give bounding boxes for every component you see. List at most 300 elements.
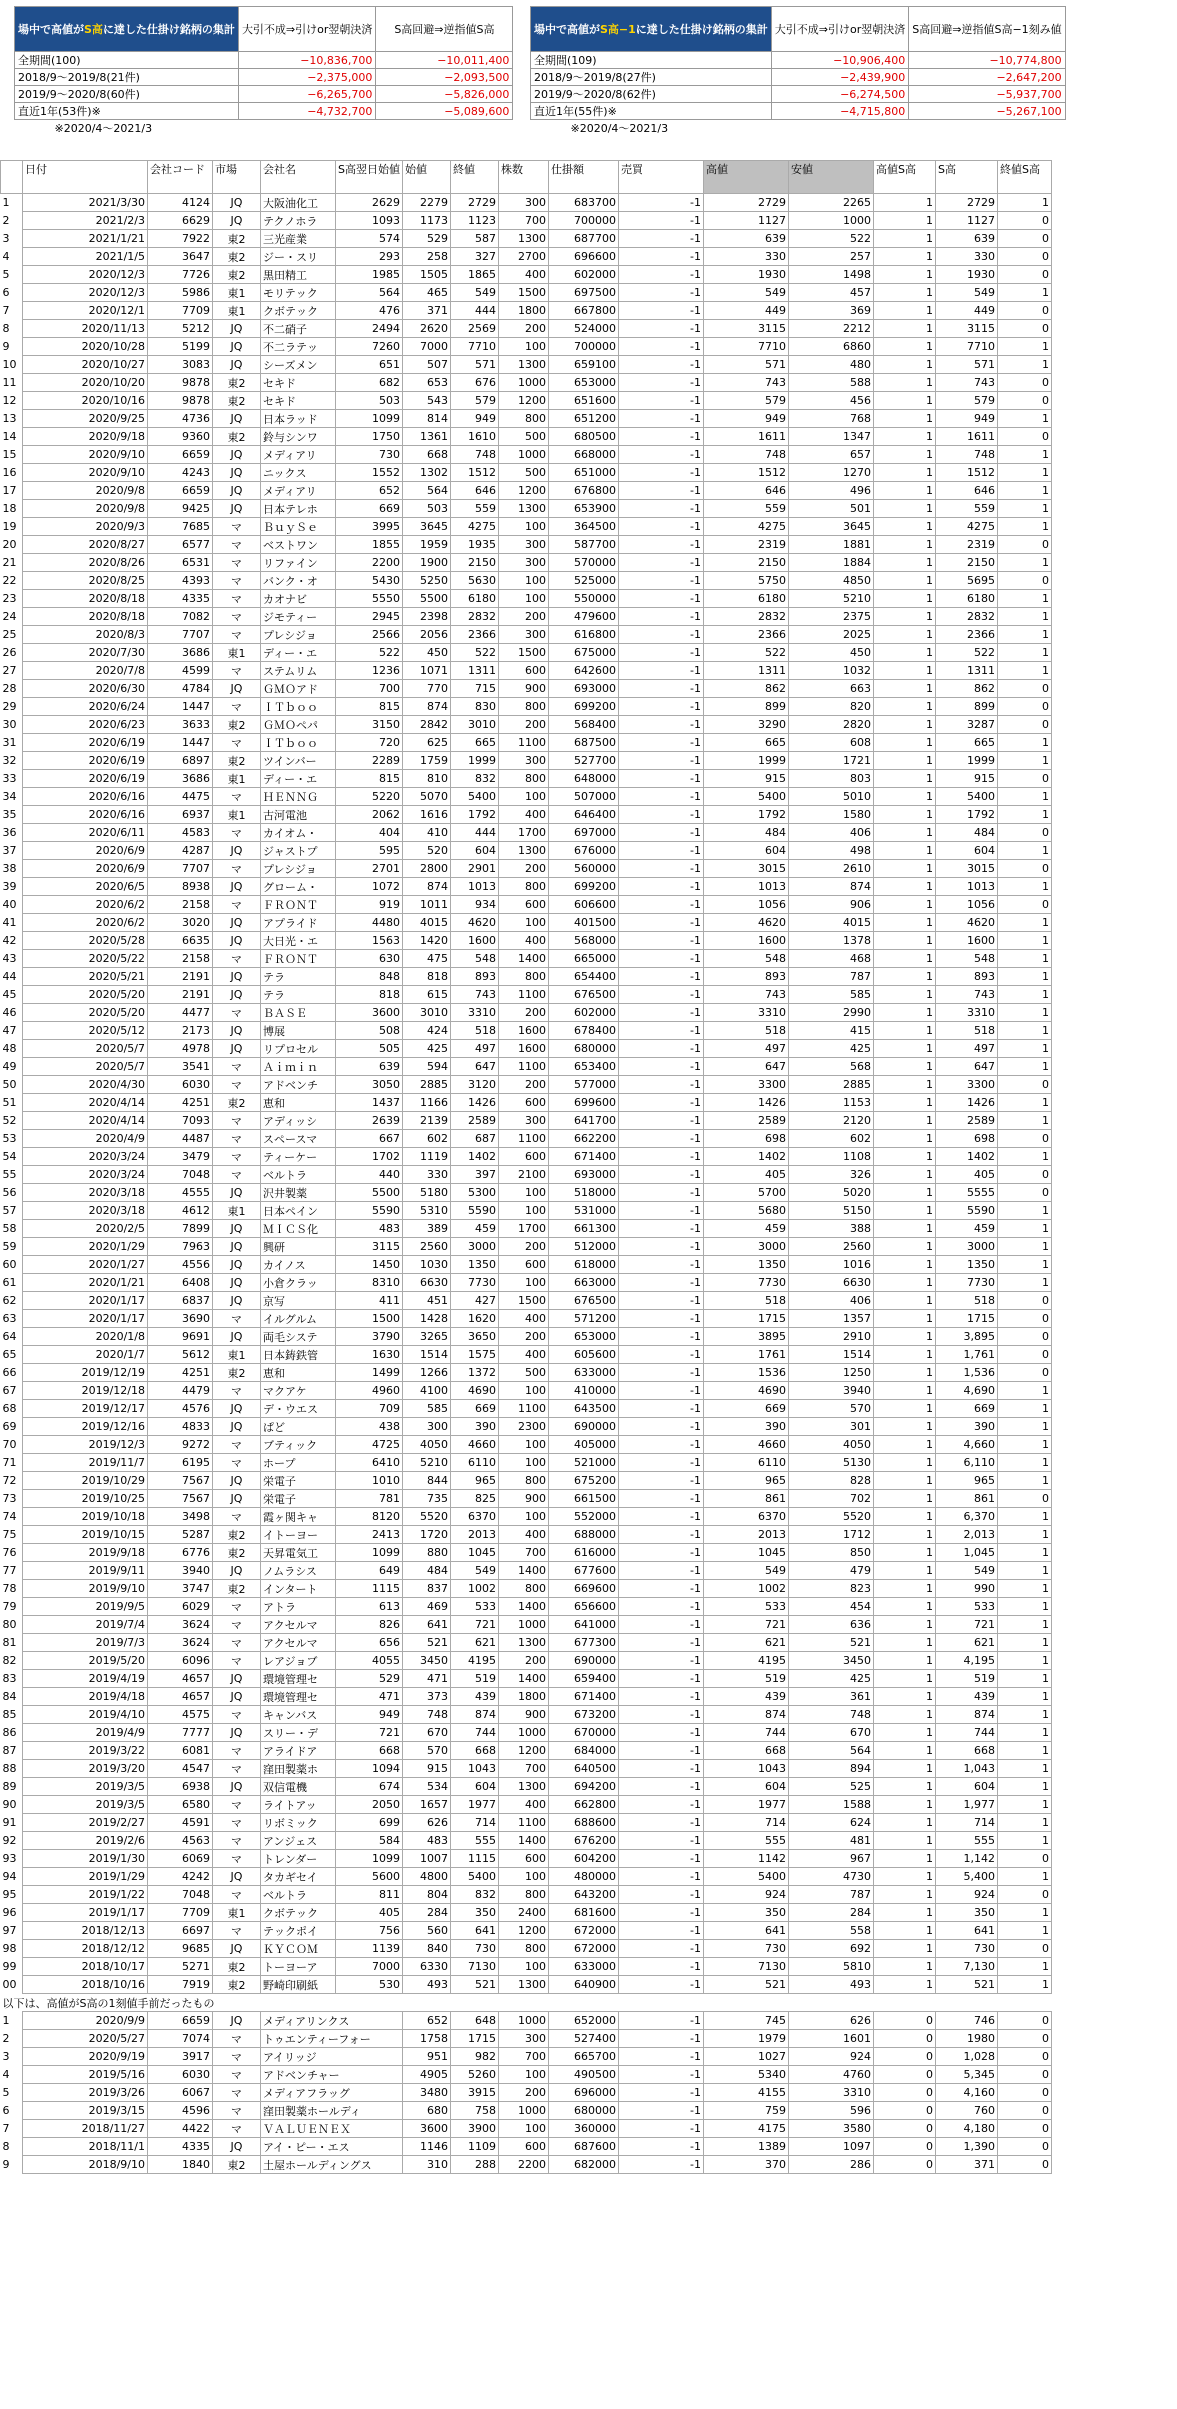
table-cell: 687700 [548, 230, 618, 248]
table-cell: 529 [336, 1670, 403, 1688]
table-cell: 0 [997, 1184, 1051, 1202]
table-cell: 900 [498, 1490, 548, 1508]
table-cell: 555 [450, 1832, 498, 1850]
column-header[interactable]: 始値 [402, 161, 450, 194]
table-row [1, 1130, 1052, 1148]
table-cell: 1 [873, 1904, 935, 1922]
table-cell: 東2 [213, 248, 261, 266]
table-row [1, 1472, 1052, 1490]
column-header[interactable]: 日付 [23, 161, 148, 194]
table-cell: 284 [788, 1904, 873, 1922]
table-cell: 468 [788, 950, 873, 968]
table-cell: 1514 [788, 1346, 873, 1364]
table-cell: 東2 [213, 1958, 261, 1976]
table-cell: 1 [2, 196, 10, 210]
table-cell: 1 [873, 1166, 935, 1184]
table-cell: 600 [498, 1094, 548, 1112]
table-cell: 0 [873, 2120, 935, 2138]
table-row [1, 266, 1052, 284]
summary-value: −5,267,100 [909, 103, 1065, 120]
table-row [1, 1310, 1052, 1328]
summary-row [531, 52, 1066, 69]
table-cell: 3650 [450, 1328, 498, 1346]
table-cell: 0 [997, 1292, 1051, 1310]
summary-row [531, 103, 1066, 120]
table-cell: 2,013 [935, 1526, 997, 1544]
table-cell: 965 [450, 1472, 498, 1490]
table-cell: 568400 [548, 716, 618, 734]
table-cell: 800 [498, 1886, 548, 1904]
table-cell: 657 [788, 446, 873, 464]
table-cell: 0 [997, 374, 1051, 392]
table-cell: -1 [618, 1850, 703, 1868]
table-cell: 672000 [548, 1922, 618, 1940]
table-cell: 3 [2, 232, 10, 245]
table-cell: 2620 [402, 320, 450, 338]
table-cell: 100 [498, 1184, 548, 1202]
table-cell: 0 [997, 2066, 1051, 2084]
table-cell: 633000 [548, 1364, 618, 1382]
table-cell: 6938 [148, 1778, 213, 1796]
table-cell: 1 [873, 1616, 935, 1634]
table-cell: 4477 [148, 1004, 213, 1022]
trade-table [0, 160, 1052, 2174]
table-cell: 1 [873, 1238, 935, 1256]
table-cell: 0 [997, 1310, 1051, 1328]
table-cell: 2150 [450, 554, 498, 572]
table-cell: 656 [336, 1634, 403, 1652]
table-cell: 1 [997, 1832, 1051, 1850]
table-cell: アンジェス [261, 1832, 336, 1850]
table-cell: 2494 [336, 320, 403, 338]
table-cell: 300 [498, 2030, 548, 2048]
table-cell: 571 [703, 356, 788, 374]
table-cell: 483 [336, 1220, 403, 1238]
table-cell: 697500 [548, 284, 618, 302]
table-cell: 744 [450, 1724, 498, 1742]
table-cell: 832 [450, 770, 498, 788]
table-cell: ディー・エ [261, 644, 336, 662]
table-cell: 0 [997, 266, 1051, 284]
table-cell: 507000 [548, 788, 618, 806]
table-cell: -1 [618, 1544, 703, 1562]
table-cell: 2019/1/29 [23, 1868, 148, 1886]
table-cell: 4725 [336, 1436, 403, 1454]
table-cell: 3895 [703, 1328, 788, 1346]
table-cell: -1 [618, 662, 703, 680]
table-cell: 37 [2, 844, 17, 857]
table-cell: 670 [402, 1724, 450, 1742]
table-cell: 2019/3/5 [23, 1778, 148, 1796]
table-cell: 5,400 [935, 1868, 997, 1886]
table-cell: 1100 [498, 1814, 548, 1832]
table-cell: 699 [336, 1814, 403, 1832]
table-cell: 2 [2, 2032, 10, 2045]
column-header[interactable]: 株数 [498, 161, 548, 194]
table-cell: マ [213, 1634, 261, 1652]
column-header[interactable]: 終値 [450, 161, 498, 194]
table-cell: 676200 [548, 1832, 618, 1850]
table-cell: 670 [788, 1724, 873, 1742]
column-header[interactable]: 仕掛額 [548, 161, 618, 194]
table-cell: 6659 [148, 482, 213, 500]
table-cell: 34 [2, 790, 17, 803]
table-cell: 648 [450, 2012, 498, 2030]
table-cell: 924 [788, 2048, 873, 2066]
table-cell: -1 [618, 1490, 703, 1508]
table-cell: 533 [935, 1598, 997, 1616]
table-cell: 2820 [788, 716, 873, 734]
table-cell: 518 [703, 1292, 788, 1310]
table-cell: 1000 [498, 2012, 548, 2030]
table-cell: マ [213, 1760, 261, 1778]
table-cell: 682000 [548, 2156, 618, 2174]
table-cell: 0 [997, 2156, 1051, 2174]
table-cell: マ [213, 698, 261, 716]
table-cell: ＢｕｙＳｅ [261, 518, 336, 536]
table-cell: 6370 [450, 1508, 498, 1526]
summary-table-left [14, 6, 513, 136]
table-cell: 7777 [148, 1724, 213, 1742]
table-cell: 1 [873, 392, 935, 410]
table-cell: -1 [618, 1562, 703, 1580]
table-cell: 6180 [703, 590, 788, 608]
table-cell: 803 [788, 770, 873, 788]
table-cell: 6030 [148, 1076, 213, 1094]
table-row [1, 2102, 1052, 2120]
table-cell: 1500 [336, 1310, 403, 1328]
table-row [1, 338, 1052, 356]
table-cell: 2020/11/13 [23, 320, 148, 338]
table-cell: 662200 [548, 1130, 618, 1148]
table-cell: -1 [618, 1742, 703, 1760]
summary-row [531, 69, 1066, 86]
table-row [1, 752, 1052, 770]
table-cell: 3624 [148, 1634, 213, 1652]
table-cell: 7730 [703, 1274, 788, 1292]
table-cell: 828 [788, 1472, 873, 1490]
table-cell: 507 [402, 356, 450, 374]
table-cell: 1000 [498, 374, 548, 392]
table-cell: 6410 [336, 1454, 403, 1472]
table-cell: 1 [873, 1940, 935, 1958]
column-header[interactable]: 市場 [213, 161, 261, 194]
table-cell: マ [213, 1886, 261, 1904]
table-cell: 1 [873, 1148, 935, 1166]
table-cell: 1512 [450, 464, 498, 482]
table-cell: -1 [618, 770, 703, 788]
table-cell: 1 [873, 1184, 935, 1202]
table-cell: 571 [935, 356, 997, 374]
table-cell: 1099 [336, 410, 403, 428]
table-cell: 1 [873, 266, 935, 284]
table-cell: 東1 [213, 1904, 261, 1922]
table-cell: 1884 [788, 554, 873, 572]
table-cell: -1 [618, 356, 703, 374]
table-cell: 459 [703, 1220, 788, 1238]
column-header[interactable]: S高 [935, 161, 997, 194]
table-cell: 1 [873, 428, 935, 446]
table-cell: 1 [997, 1544, 1051, 1562]
table-row [1, 1508, 1052, 1526]
table-cell: 7093 [148, 1112, 213, 1130]
table-cell: トーヨーア [261, 1958, 336, 1976]
table-cell: 55 [2, 1168, 17, 1181]
table-cell: 748 [703, 446, 788, 464]
table-cell: 41 [2, 916, 17, 929]
table-cell: 1002 [450, 1580, 498, 1598]
table-cell: リプロセル [261, 1040, 336, 1058]
table-cell: 5287 [148, 1526, 213, 1544]
table-cell: 2020/10/27 [23, 356, 148, 374]
table-cell: -1 [618, 1688, 703, 1706]
table-cell: 61 [2, 1276, 17, 1289]
table-cell: 440 [336, 1166, 403, 1184]
table-cell: 2020/3/18 [23, 1184, 148, 1202]
table-cell: 49 [2, 1060, 17, 1073]
table-cell: 625 [402, 734, 450, 752]
table-cell: 2020/9/8 [23, 482, 148, 500]
table-cell: 0 [873, 2048, 935, 2066]
table-cell: 1270 [788, 464, 873, 482]
table-cell: 405 [336, 1904, 403, 1922]
table-cell: 1 [997, 1418, 1051, 1436]
table-cell: 640500 [548, 1760, 618, 1778]
table-cell: 1 [873, 914, 935, 932]
table-cell: 2020/6/23 [23, 716, 148, 734]
table-row [1, 608, 1052, 626]
table-cell: 0 [873, 2102, 935, 2120]
table-cell: -1 [618, 1184, 703, 1202]
table-cell: 647 [450, 1058, 498, 1076]
column-header[interactable]: 会社コード [148, 161, 213, 194]
table-cell: 2019/12/3 [23, 1436, 148, 1454]
table-cell: 7260 [336, 338, 403, 356]
table-cell: 1 [873, 986, 935, 1004]
table-cell: 714 [703, 1814, 788, 1832]
table-cell: 949 [336, 1706, 403, 1724]
table-cell: 1 [997, 1760, 1051, 1778]
table-cell: 0 [873, 2084, 935, 2102]
table-cell: 700000 [548, 212, 618, 230]
table-cell: 東2 [213, 1580, 261, 1598]
table-cell: 1 [997, 1706, 1051, 1724]
table-cell: 684000 [548, 1742, 618, 1760]
summary-row [531, 86, 1066, 103]
table-cell: マ [213, 1850, 261, 1868]
table-cell: -1 [618, 1886, 703, 1904]
table-cell: 371 [935, 2156, 997, 2174]
table-row [1, 500, 1052, 518]
table-cell: 5590 [336, 1202, 403, 1220]
table-cell: 2020/1/17 [23, 1310, 148, 1328]
table-cell: 2265 [788, 194, 873, 212]
table-cell: 662800 [548, 1796, 618, 1814]
table-cell: 7730 [450, 1274, 498, 1292]
table-cell: 571 [450, 356, 498, 374]
column-header[interactable]: 会社名 [261, 161, 336, 194]
table-cell: 6630 [402, 1274, 450, 1292]
table-cell: JQ [213, 464, 261, 482]
table-cell: -1 [618, 644, 703, 662]
table-cell: 2366 [450, 626, 498, 644]
table-cell: 2020/6/11 [23, 824, 148, 842]
table-cell: 6659 [148, 446, 213, 464]
table-cell: 1 [873, 572, 935, 590]
table-cell: 1 [997, 806, 1051, 824]
table-cell: 2569 [450, 320, 498, 338]
table-cell: 668 [402, 446, 450, 464]
table-cell: マ [213, 662, 261, 680]
table-cell: ジモティー [261, 608, 336, 626]
table-cell: 668 [703, 1742, 788, 1760]
table-cell: 5070 [402, 788, 450, 806]
table-cell: 4,660 [935, 1436, 997, 1454]
table-cell: 2019/12/19 [23, 1364, 148, 1382]
table-cell: 400 [498, 806, 548, 824]
table-cell: 5400 [935, 788, 997, 806]
table-cell: 9272 [148, 1436, 213, 1454]
table-cell: 3790 [336, 1328, 403, 1346]
table-cell: バンク・オ [261, 572, 336, 590]
table-cell: 4 [2, 250, 10, 263]
table-row [1, 968, 1052, 986]
column-header[interactable]: 売買 [618, 161, 703, 194]
column-header[interactable]: 高値S高 [873, 161, 935, 194]
table-cell: 0 [997, 230, 1051, 248]
table-cell: -1 [618, 536, 703, 554]
table-cell: 4576 [148, 1400, 213, 1418]
table-cell: 1 [997, 410, 1051, 428]
table-cell: 373 [402, 1688, 450, 1706]
table-cell: 46 [2, 1006, 17, 1019]
table-cell: 800 [498, 698, 548, 716]
table-cell: 2019/1/17 [23, 1904, 148, 1922]
table-cell: 676800 [548, 482, 618, 500]
table-cell: -1 [618, 1796, 703, 1814]
table-row [1, 2084, 1052, 2102]
table-cell: 899 [935, 698, 997, 716]
table-cell: 0 [997, 320, 1051, 338]
table-cell: 371 [402, 302, 450, 320]
table-cell: 4,690 [935, 1382, 997, 1400]
table-cell: 1840 [148, 2156, 213, 2174]
table-cell: 東2 [213, 392, 261, 410]
column-header[interactable]: 終値S高 [997, 161, 1051, 194]
table-cell: 1 [997, 1400, 1051, 1418]
table-cell: 2191 [148, 986, 213, 1004]
table-cell: 1 [873, 464, 935, 482]
table-cell: 92 [2, 1834, 17, 1847]
table-cell: 3290 [703, 716, 788, 734]
table-cell: 389 [402, 1220, 450, 1238]
table-cell: 2020/10/28 [23, 338, 148, 356]
table-cell: アイリッジ [261, 2048, 403, 2066]
table-cell: 730 [336, 446, 403, 464]
table-cell: 641 [935, 1922, 997, 1940]
table-cell: 330 [703, 248, 788, 266]
table-cell: 2842 [402, 716, 450, 734]
table-cell: 524000 [548, 320, 618, 338]
table-cell: 1 [997, 1958, 1051, 1976]
table-cell: テクノホラ [261, 212, 336, 230]
table-row [1, 356, 1052, 374]
table-cell: 1357 [788, 1310, 873, 1328]
table-cell: JQ [213, 500, 261, 518]
table-cell: 1127 [703, 212, 788, 230]
table-cell: 642600 [548, 662, 618, 680]
table-row [1, 914, 1052, 932]
table-cell: 1 [873, 500, 935, 518]
table-row [1, 1256, 1052, 1274]
table-cell: 844 [402, 1472, 450, 1490]
table-cell: 1 [873, 1418, 935, 1436]
table-cell: 2729 [935, 194, 997, 212]
table-cell: 604200 [548, 1850, 618, 1868]
table-cell: 659100 [548, 356, 618, 374]
table-cell: ブティック [261, 1436, 336, 1454]
table-cell: 519 [450, 1670, 498, 1688]
table-cell: 1601 [788, 2030, 873, 2048]
table-cell: 200 [498, 1328, 548, 1346]
table-cell: 500 [498, 464, 548, 482]
table-cell: 59 [2, 1240, 17, 1253]
column-header[interactable]: 高値 [703, 161, 788, 194]
table-cell: 496 [788, 482, 873, 500]
table-cell: 484 [935, 824, 997, 842]
table-cell: リファイン [261, 554, 336, 572]
table-cell: 696600 [548, 248, 618, 266]
table-cell: 1712 [788, 1526, 873, 1544]
table-row [1, 1544, 1052, 1562]
table-cell: 714 [935, 1814, 997, 1832]
table-cell: 1361 [402, 428, 450, 446]
table-cell: 451 [402, 1292, 450, 1310]
table-row [1, 1220, 1052, 1238]
column-header[interactable]: 安値 [788, 161, 873, 194]
table-cell: 1016 [788, 1256, 873, 1274]
table-cell: テラ [261, 968, 336, 986]
table-cell: シーズメン [261, 356, 336, 374]
table-cell: 100 [498, 1454, 548, 1472]
table-cell: 19 [2, 520, 17, 533]
table-cell: 787 [788, 1886, 873, 1904]
table-cell: 54 [2, 1150, 17, 1163]
table-cell: 661300 [548, 1220, 618, 1238]
table-cell: 1 [997, 500, 1051, 518]
table-cell: 570 [402, 1742, 450, 1760]
table-cell: 415 [788, 1022, 873, 1040]
table-cell: マ [213, 1508, 261, 1526]
table-cell: 1514 [402, 1346, 450, 1364]
table-cell: 100 [498, 1508, 548, 1526]
table-cell: 1 [873, 356, 935, 374]
table-cell: 1420 [402, 932, 450, 950]
table-cell: 100 [498, 2066, 548, 2084]
table-cell: 1930 [935, 266, 997, 284]
table-cell: 4393 [148, 572, 213, 590]
table-cell: 東2 [213, 752, 261, 770]
table-cell: 97 [2, 1924, 17, 1937]
table-cell: 8938 [148, 878, 213, 896]
table-cell: 2020/8/27 [23, 536, 148, 554]
table-cell: 1 [873, 1850, 935, 1868]
table-cell: 1166 [402, 1094, 450, 1112]
table-cell: ベストワン [261, 536, 336, 554]
column-header[interactable]: S高翌日始値 [336, 161, 403, 194]
table-cell: 3000 [935, 1238, 997, 1256]
table-cell: 661500 [548, 1490, 618, 1508]
